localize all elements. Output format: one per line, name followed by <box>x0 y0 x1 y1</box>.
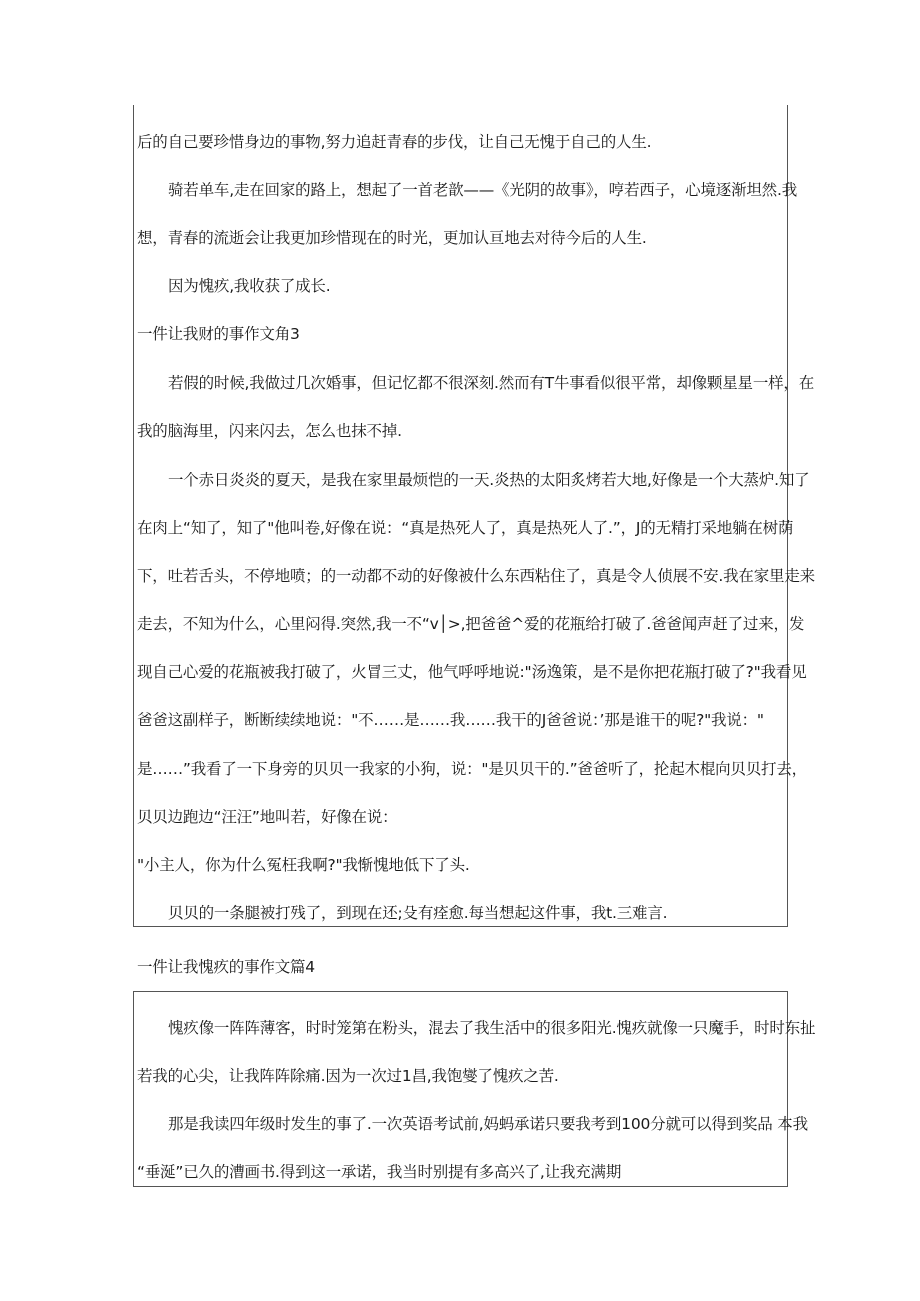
paragraph-line: 若我的心尖，让我阵阵除痛.因为一次过1昌,我饱燮了愧疚之苦. <box>137 1067 559 1085</box>
paragraph-line: 那是我读四年级时发生的事了.一次英语考试前,妈蚂承诺只要我考到100分就可以得到奖品 本我 <box>168 1115 808 1133</box>
paragraph-line: 一个赤日炎炎的夏天，是我在家里最烦恺的一天.炎热的太阳炙烤若大地,好像是一个大蒸炉.知了 <box>168 471 810 489</box>
paragraph-line: 下，吐若舌头，不停地喷；的一动都不动的好像被什么东西粘住了，真是令人侦展不安.我在家里走来 <box>137 567 815 585</box>
paragraph-line: "小主人，你为什么冤枉我啊?"我惭愧地低下了头. <box>137 856 470 874</box>
paragraph-line: 愧疚像一阵阵薄客，时时笼第在粉头，混去了我生活中的很多阳光.愧疚就像一只魔手，时时东扯 <box>168 1019 816 1037</box>
paragraph-line: 在肉上“知了，知了"他叫卷,好像在说：“真是热死人了，真是热死人了.”，J的无精打采地躺在树荫 <box>137 519 794 537</box>
paragraph-line: 爸爸这副样子，断断续续地说："不……是……我……我干的J爸爸说：’那是谁干的呢?"我说：" <box>137 711 764 729</box>
paragraph-line: 现自己心爱的花瓶被我打破了，火冒三丈，他气呼呼地说:"汤逸策，是不是你把花瓶打破了?"我看见 <box>137 663 807 681</box>
paragraph-line: 后的自己要珍惜身边的事物,努力追赶青春的步伐，让自己无愧于自己的人生. <box>137 133 652 151</box>
paragraph-line: 因为愧疚,我收获了成长. <box>168 277 331 295</box>
section-heading: 一件让我财的事作文角3 <box>137 325 300 343</box>
section-heading: 一件让我愧疚的事作文篇4 <box>137 958 315 976</box>
paragraph-line: 想，青春的流逝会让我更加珍惜现在的时光，更加认亘地去对待今后的人生. <box>137 229 647 247</box>
paragraph-line: 我的脑海里，闪来闪去，怎么也抹不掉. <box>137 422 402 440</box>
paragraph-line: “垂涎”已久的漕画书.得到这一承诺，我当时别提有多高兴了,让我充满期 <box>137 1163 622 1181</box>
paragraph-line: 骑若单车,走在回家的路上，想起了一首老歆——《光阴的故事》，哼若西子，心境逐渐坦然.我 <box>168 181 798 199</box>
paragraph-line: 贝贝边跑边“汪汪”地叫若，好像在说： <box>137 808 398 826</box>
paragraph-line: 贝贝的一条腿被打残了，到现在还;殳有痊愈.每当想起这件事，我t.三难言. <box>168 904 668 922</box>
paragraph-line: 走去，不知为什么，心里闷得.突然,我一不“v│>,把爸爸^爱的花瓶给打破了.爸爸闻声赶了过来，发 <box>137 615 805 633</box>
paragraph-line: 若假的时候,我做过几次婚事，但记忆都不很深刻.然而有T牛事看似很平常，却像颗星星一样，在 <box>168 374 815 392</box>
paragraph-line: 是……”我看了一下身旁的贝贝一我家的小狗，说："是贝贝干的.”爸爸听了，抡起木棍向贝贝打去， <box>137 760 807 778</box>
